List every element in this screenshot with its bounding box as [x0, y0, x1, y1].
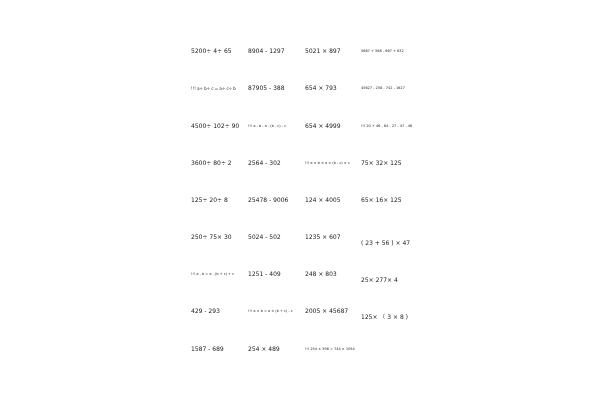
problem-r2-c3: !!! 20 + 46 - 64 - 27 - 47 - 46	[361, 124, 413, 128]
problem-r0-c3: 5667 + 568 - 667 + 632	[361, 49, 404, 53]
problem-r4-c3: 65× 16× 125	[361, 197, 402, 204]
problem-r7-c3: 125× （ 3 × 8 )	[361, 314, 409, 321]
problem-r7-c1: !!! a × b = a × (b + c) - c	[248, 309, 293, 313]
problem-r3-c0: 3600÷ 80÷ 2	[191, 160, 232, 167]
problem-r1-c0: !!! a÷ b÷ c = a÷ c÷ b	[191, 86, 236, 91]
problem-r6-c3: 25× 277× 4	[361, 277, 398, 284]
problem-r4-c1: 25478 - 9006	[248, 197, 289, 204]
problem-r2-c1: !!! a - b - a - (b - c) - c	[248, 124, 287, 128]
problem-r5-c2: 1235 × 607	[305, 234, 341, 241]
problem-r7-c2: 2005 × 45687	[305, 308, 349, 315]
problem-r5-c0: 250÷ 75× 30	[191, 234, 232, 241]
problem-r1-c3: 45627 - 258 - 742 - 1627	[361, 86, 405, 90]
problem-r8-c0: 1587 - 689	[191, 346, 224, 353]
problem-r8-c1: 254 × 489	[248, 346, 280, 353]
problem-r1-c1: 87905 - 388	[248, 85, 285, 92]
problem-r6-c0: !!! a - b = a - (b + c) + c	[191, 272, 235, 276]
problem-r4-c0: 125÷ 20÷ 8	[191, 197, 228, 204]
problem-r0-c2: 5021 × 897	[305, 48, 341, 55]
problem-r0-c0: 5200÷ 4÷ 65	[191, 48, 232, 55]
problem-r3-c1: 2564 - 302	[248, 160, 281, 167]
problem-r5-c3: ( 23 + 56 ) × 47	[361, 240, 411, 247]
problem-r0-c1: 8904 - 1297	[248, 48, 285, 55]
problem-r6-c2: 248 × 803	[305, 271, 337, 278]
problem-r4-c2: 124 × 4005	[305, 197, 341, 204]
problem-r3-c3: 75× 32× 125	[361, 160, 402, 167]
problem-r5-c1: 5024 - 502	[248, 234, 281, 241]
problem-r7-c0: 429 - 293	[191, 308, 220, 315]
problem-r1-c2: 654 × 793	[305, 85, 337, 92]
problem-r3-c2: !!! a × b × a × (b - c) × c	[305, 161, 350, 165]
problem-r2-c2: 654 × 4999	[305, 123, 341, 130]
problem-r8-c2: !!! 254 × 398 = 744 × 1054	[305, 347, 355, 351]
problem-r6-c1: 1251 - 409	[248, 271, 281, 278]
problem-r2-c0: 4500÷ 102÷ 90	[191, 123, 240, 130]
